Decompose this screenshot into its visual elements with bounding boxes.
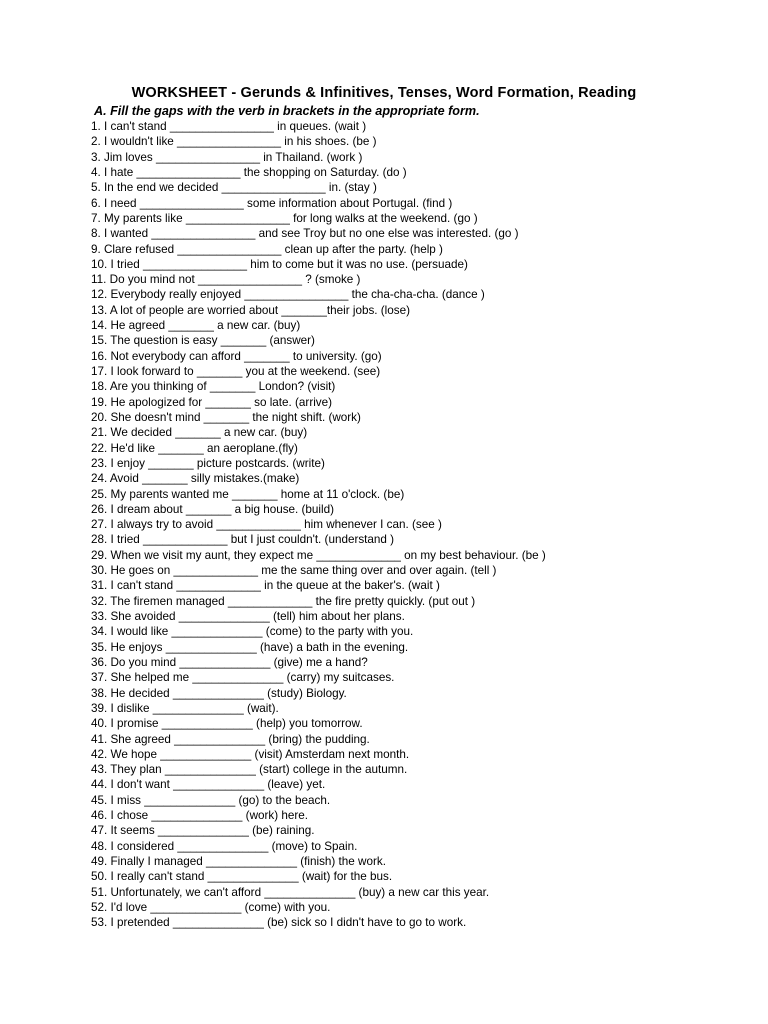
exercise-item: 29. When we visit my aunt, they expect me _____________ on my best behaviour. (be ) [91,548,546,562]
exercise-item: 7. My parents like ________________ for long walks at the weekend. (go ) [91,211,478,225]
exercise-item: 24. Avoid _______ silly mistakes.(make) [91,472,300,486]
exercise-item: 46. I chose ______________ (work) here. [91,809,309,823]
exercise-item: 26. I dream about _______ a big house. (build) [91,502,335,516]
exercise-item: 34. I would like ______________ (come) to the party with you. [91,625,414,639]
exercise-item: 52. I'd love ______________ (come) with you. [91,900,331,914]
exercise-item: 21. We decided _______ a new car. (buy) [91,426,308,440]
exercise-item: 10. I tried ________________ him to come but it was no use. (persuade) [91,257,468,271]
exercise-item: 3. Jim loves ________________ in Thailand. (work ) [91,150,363,164]
exercise-item: 23. I enjoy _______ picture postcards. (write) [91,456,325,470]
exercise-item: 14. He agreed _______ a new car. (buy) [91,319,301,333]
exercise-item: 17. I look forward to _______ you at the weekend. (see) [91,365,381,378]
exercise-item: 33. She avoided ______________ (tell) him about her plans. [91,610,405,623]
exercise-item: 39. I dislike ______________ (wait). [91,701,279,715]
exercise-item: 13. A lot of people are worried about _______their jobs. (lose) [91,303,411,317]
exercise-item: 30. He goes on _____________ me the same thing over and over again. (tell ) [91,564,497,578]
exercise-item: 9. Clare refused ________________ clean up after the party. (help ) [91,242,443,256]
exercise-item: 42. We hope ______________ (visit) Amsterdam next month. [91,747,410,761]
exercise-item: 2. I wouldn't like ________________ in his shoes. (be ) [91,135,377,149]
exercise-item: 32. The firemen managed _____________ the fire pretty quickly. (put out ) [91,594,476,608]
exercise-item: 45. I miss ______________ (go) to the beach. [91,793,331,807]
exercise-item: 47. It seems ______________ (be) raining. [91,824,315,838]
exercise-item: 44. I don't want ______________ (leave) yet. [91,778,326,792]
exercise-item: 19. He apologized for _______ so late. (arrive) [91,395,333,409]
exercise-item: 40. I promise ______________ (help) you tomorrow. [91,717,363,731]
exercise-item: 28. I tried _____________ but I just couldn't. (understand ) [91,533,395,547]
worksheet-title: WORKSHEET - Gerunds & Infinitives, Tenses, Word Formation, Reading [131,85,637,101]
exercise-item: 41. She agreed ______________ (bring) the pudding. [91,732,370,746]
exercise-item: 36. Do you mind ______________ (give) me a hand? [91,655,368,669]
exercise-item: 15. The question is easy _______ (answer) [91,334,315,348]
exercise-item: 27. I always try to avoid _____________ him whenever I can. (see ) [91,518,442,532]
exercise-item: 48. I considered ______________ (move) to Spain. [91,839,358,853]
exercise-item: 31. I can't stand _____________ in the queue at the baker's. (wait ) [91,579,440,593]
exercise-item: 4. I hate ________________ the shopping on Saturday. (do ) [91,165,407,179]
exercise-item: 16. Not everybody can afford _______ to university. (go) [91,349,382,363]
exercise-item: 53. I pretended ______________ (be) sick so I didn't have to go to work. [91,916,467,930]
section-a-instruction: A. Fill the gaps with the verb in brackets in the appropriate form. [94,104,480,118]
exercise-item: 43. They plan ______________ (start) college in the autumn. [91,763,408,777]
exercise-list [91,119,546,931]
exercise-item: 38. He decided ______________ (study) Biology. [91,686,347,700]
exercise-item: 51. Unfortunately, we can't afford ______________ (buy) a new car this year. [91,885,490,899]
exercise-item: 8. I wanted ________________ and see Troy but no one else was interested. (go ) [91,227,519,241]
exercise-item: 5. In the end we decided ________________ in. (stay ) [91,181,377,195]
exercise-item: 22. He'd like _______ an aeroplane.(fly) [91,441,298,455]
exercise-item: 6. I need ________________ some information about Portugal. (find ) [91,196,453,210]
exercise-item: 37. She helped me ______________ (carry) my suitcases. [91,671,395,685]
exercise-item: 11. Do you mind not ________________ ? (smoke ) [91,273,361,287]
exercise-item: 18. Are you thinking of _______ London? (visit) [91,380,336,394]
exercise-item: 12. Everybody really enjoyed ________________ the cha-cha-cha. (dance ) [91,288,485,302]
exercise-item: 35. He enjoys ______________ (have) a bath in the evening. [91,640,409,654]
exercise-item: 1. I can't stand ________________ in queues. (wait ) [91,120,367,133]
exercise-item: 25. My parents wanted me _______ home at 11 o'clock. (be) [91,487,405,501]
exercise-item: 49. Finally I managed ______________ (finish) the work. [91,855,386,868]
exercise-item: 50. I really can't stand ______________ (wait) for the bus. [91,870,393,884]
exercise-item: 20. She doesn't mind _______ the night shift. (work) [91,410,361,424]
